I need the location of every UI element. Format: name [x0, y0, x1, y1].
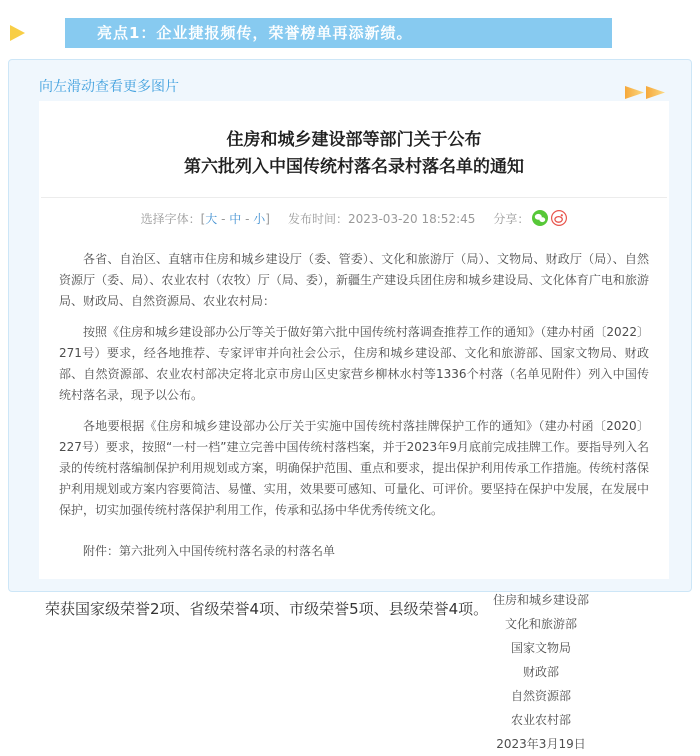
carousel-next-button[interactable] [623, 82, 665, 101]
document-body [59, 235, 649, 756]
signature-org: 住房和城乡建设部 [492, 593, 589, 607]
font-size-small-link[interactable]: 小 [253, 212, 266, 226]
font-size-separator: - [217, 212, 230, 226]
document-title-line1: 住房和城乡建设部等部门关于公布 [226, 130, 482, 150]
paragraph: 各地要根据《住房和城乡建设部办公厅关于实施中国传统村落挂牌保护工作的通知》（建办村函〔2020〕227号）要求，按照“一村一档”建立完善中国传统村落档案，并于2023年9月底前完成挂牌工作。要指导列入名录的传统村落编制保护利用规划或方案，明确保护范围、重点和要求，提出保护利用传承工作措施。传统村落保护利用规划或方案内容要简洁、易懂、实用，效果要可感知、可量化、可评价。要坚持在保护中发展，在发展中保护，切实加强传统村落保护利用工作，传承和弘扬中华优秀传统文化。 [59, 419, 650, 517]
font-size-large-link[interactable]: 大 [205, 212, 218, 226]
wechat-share-icon[interactable] [532, 210, 548, 229]
document-title [59, 127, 649, 181]
banner-label: 亮点1：企业捷报频传，荣誉榜单再添新绩。 [65, 18, 612, 48]
font-size-label: 选择字体：[ [140, 212, 206, 226]
signature-org: 国家文物局 [510, 641, 571, 655]
paragraph: 按照《住房和城乡建设部办公厅等关于做好第六批中国传统村落调查推荐工作的通知》（建办村函〔2022〕271号）要求，经各地推荐、专家评审并向社会公示，住房和城乡建设部、文化和旅游部、国家文物局、财政部、自然资源部、农业农村部决定将北京市房山区史家营乡柳林水村等1336个村落（名单见附件）列入中国传统村落名录，现予以公布。 [59, 325, 649, 402]
publish-time-label: 发布时间：2023-03-20 18:52:45 [287, 212, 476, 226]
right-arrow-icon [646, 86, 665, 99]
document-title-line2: 第六批列入中国传统村落名录村落名单的通知 [184, 157, 524, 177]
carousel-hint-row [9, 60, 691, 100]
signature-org: 文化和旅游部 [504, 617, 577, 631]
honors-summary-text: 荣获国家级荣誉2项、省级荣誉4项、市级荣誉5项、县级荣誉4项。 [45, 600, 489, 618]
paragraph: 各省、自治区、直辖市住房和城乡建设厅（委、管委）、文化和旅游厅（局）、文物局、财政厅（局）、自然资源厅（委、局）、农业农村（农牧）厅（局、委），新疆生产建设兵团住房和城乡建设局、文化体育广电和旅游局、财政局、自然资源局、农业农村局： [59, 252, 649, 308]
signature-org: 财政部 [522, 665, 559, 679]
signature-org: 自然资源部 [510, 689, 571, 703]
font-size-medium-link[interactable]: 中 [229, 212, 242, 226]
signature-date: 2023年3月19日 [496, 737, 586, 751]
right-arrow-icon [625, 86, 644, 99]
signature-org: 农业农村部 [510, 713, 571, 727]
highlight-banner [0, 18, 700, 48]
yellow-triangle-icon [10, 25, 25, 41]
weibo-share-icon[interactable] [551, 210, 567, 229]
attachment-line: 附件：第六批列入中国传统村落名录的村落名单 [83, 544, 336, 558]
font-size-bracket: ] [265, 212, 270, 226]
font-size-separator: - [241, 212, 254, 226]
swipe-hint-label: 向左滑动查看更多图片 [39, 79, 179, 95]
document-meta-row [59, 198, 649, 235]
share-label: 分享： [493, 212, 530, 226]
